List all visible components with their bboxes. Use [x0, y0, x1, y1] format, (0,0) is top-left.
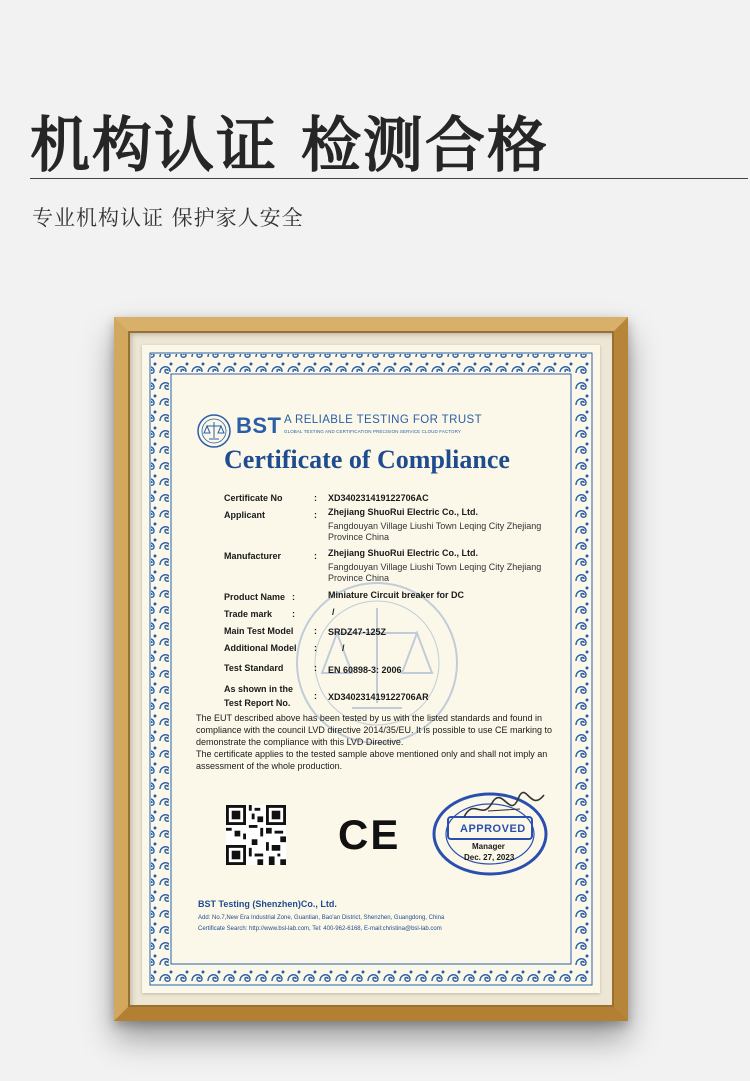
title-divider	[30, 178, 748, 179]
product-name-label: Product Name	[224, 592, 286, 602]
issuer-company-name: BST Testing (Shenzhen)Co., Ltd.	[198, 899, 337, 909]
applicant-colon: :	[314, 510, 317, 520]
bst-seal-icon	[196, 413, 232, 449]
product-name-colon: :	[292, 592, 295, 602]
qr-code-icon	[226, 805, 286, 865]
signature-icon	[458, 791, 548, 825]
additional-model-value: /	[342, 643, 345, 653]
additional-model-colon: :	[314, 643, 317, 653]
compliance-statement	[196, 712, 576, 772]
page-title: 机构认证 检测合格	[30, 111, 549, 181]
manufacturer-colon: :	[314, 551, 317, 561]
issuer-contact: Certificate Search: http://www.bsl-lab.com, Tel: 400-962-6168, E-mail:christina@bsl-lab.com	[198, 926, 442, 932]
trade-mark-label: Trade mark	[224, 609, 273, 619]
applicant-value: Zhejiang ShuoRui Electric Co., Ltd.	[328, 507, 479, 517]
trade-mark-colon: :	[292, 609, 295, 619]
bst-tagline: A RELIABLE TESTING FOR TRUST	[284, 414, 483, 426]
certificate-frame	[114, 317, 628, 1021]
test-standard-colon: :	[314, 663, 317, 673]
stamp-date-label: Dec. 27, 2023	[464, 853, 515, 862]
applicant-address-1: Fangdouyan Village Liushi Town Leqing City Zhejiang	[328, 521, 542, 531]
test-standard-value: EN 60898-3: 2006	[328, 665, 402, 675]
certificate-no-value: XD340231419122706AC	[328, 493, 429, 503]
frame-mat	[128, 331, 614, 1007]
test-report-colon: :	[314, 691, 317, 701]
trade-mark-value: /	[332, 607, 335, 617]
manufacturer-label: Manufacturer	[224, 551, 282, 561]
certificate-title: Certificate of Compliance	[224, 445, 510, 474]
product-name-value: Miniature Circuit breaker for DC	[328, 590, 465, 600]
test-report-label-2: Test Report No.	[224, 698, 291, 708]
certificate-no-row	[224, 493, 283, 504]
additional-model-label: Additional Model	[224, 643, 297, 653]
page-subtitle: 专业机构认证 保护家人安全	[32, 206, 304, 230]
certificate-paper	[142, 345, 600, 993]
stamp-role-label: Manager	[472, 842, 505, 851]
bst-small-tagline: GLOBAL TESTING AND CERTIFICATION PRECISION SERVICE CLOUD FACTORY	[284, 429, 462, 434]
applicant-address-2: Province China	[328, 532, 390, 542]
statement-paragraph-2: The certificate applies to the tested sample above mentioned only and shall not imply an assessment of the whole production.	[196, 749, 548, 771]
stamp-approved-label: APPROVED	[460, 823, 526, 835]
ce-mark: CE	[338, 811, 401, 858]
certificate-no-label: Certificate No	[224, 493, 283, 503]
manufacturer-value: Zhejiang ShuoRui Electric Co., Ltd.	[328, 548, 479, 558]
main-test-model-label: Main Test Model	[224, 626, 294, 636]
test-report-value: XD340231419122706AR	[328, 692, 429, 702]
test-report-label-1: As shown in the	[224, 684, 294, 694]
applicant-label: Applicant	[224, 510, 266, 520]
issuer-address: Add: No.7,New Era Industrial Zone, Guantian, Bao'an District, Shenzhen, Guangdong, China	[198, 915, 445, 921]
manufacturer-address-2: Province China	[328, 573, 390, 583]
certificate-no-colon: :	[314, 493, 317, 503]
statement-paragraph-1: The EUT described above has been tested by us with the listed standards and found in compliance with the council LVD directive 2014/35/EU. It is possible to use CE marking to demonstrate the compliance with this LVD Directive.	[196, 713, 553, 747]
manufacturer-address-1: Fangdouyan Village Liushi Town Leqing City Zhejiang	[328, 562, 542, 572]
main-test-model-colon: :	[314, 626, 317, 636]
bst-brand: BST	[236, 413, 282, 438]
test-standard-label: Test Standard	[224, 663, 284, 673]
main-test-model-value: SRDZ47-125Z	[328, 627, 387, 637]
